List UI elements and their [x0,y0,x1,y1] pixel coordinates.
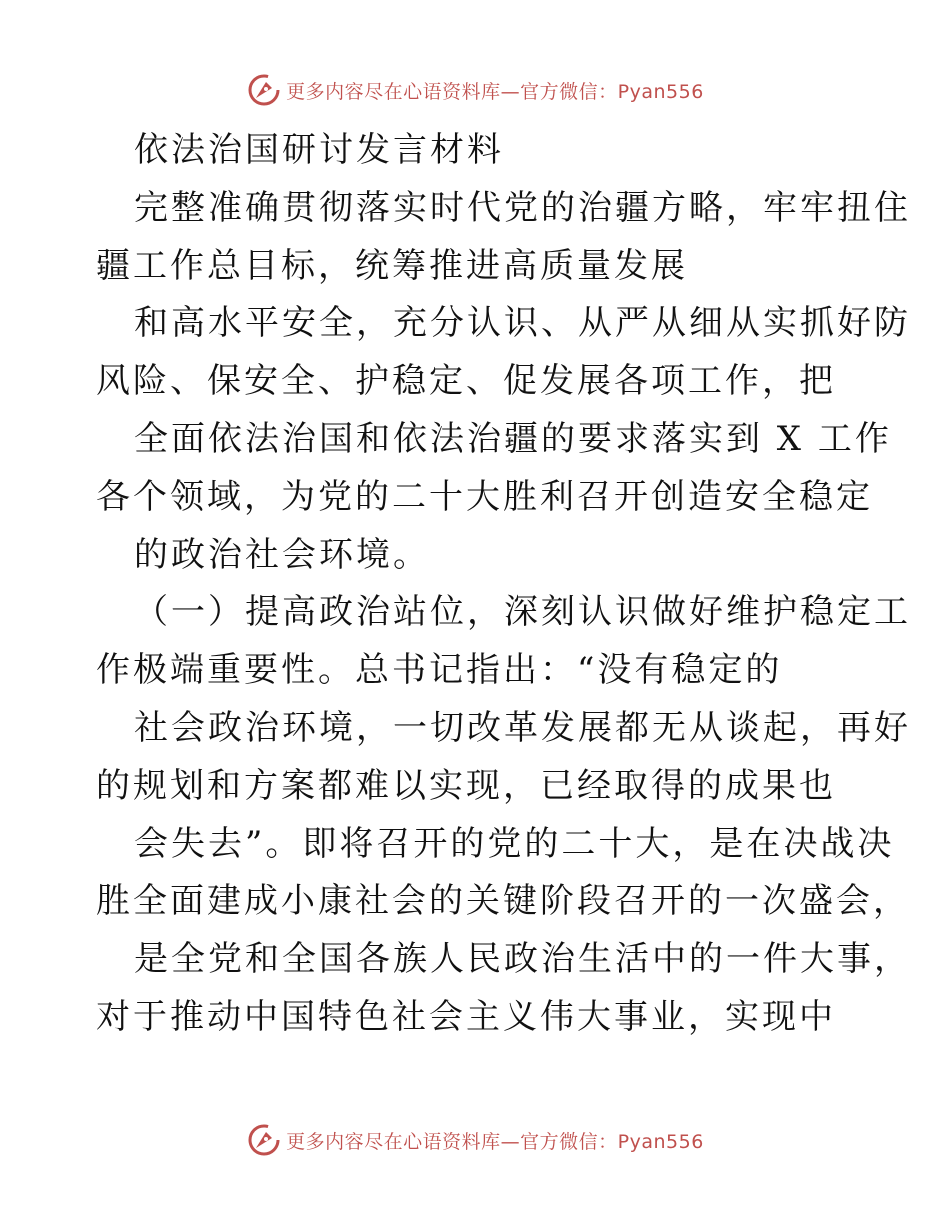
text-line: 全面依法治国和依法治疆的要求落实到 X 工作 [134,418,892,459]
text-line: 和高水平安全，充分认识、从严从细从实抓好防 [134,303,911,344]
text-line: 社会政治环境，一切改革发展都无从谈起，再好 [134,707,911,748]
text-line: 对于推动中国特色社会主义伟大事业，实现中 [96,996,836,1037]
text-line: 作极端重要性。总书记指出：“没有稳定的 [96,650,783,691]
text-line: 风险、保安全、护稳定、促发展各项工作，把 [96,361,836,402]
text-line: 胜全面建成小康社会的关键阶段召开的一次盛会， [96,881,910,922]
text-line: 的规划和方案都难以实现，已经取得的成果也 [96,765,836,806]
text-line: 的政治社会环境。 [134,534,430,575]
text-line: 是全党和全国各族人民政治生活中的一件大事， [134,939,911,980]
document-body [96,122,911,1047]
pen-nib-logo-icon [246,1122,282,1158]
footer-banner-text: 更多内容尽在心语资料库—官方微信：Pyan556 [286,1130,704,1153]
document-title: 依法治国研讨发言材料 [134,130,504,170]
text-line: 疆工作总目标，统筹推进高质量发展 [96,245,688,286]
text-line: 各个领域，为党的二十大胜利召开创造安全稳定 [96,476,873,517]
header-banner [0,70,950,110]
text-line: 完整准确贯彻落实时代党的治疆方略，牢牢扭住 [134,187,911,228]
text-line: 会失去”。即将召开的党的二十大，是在决战决 [134,823,895,864]
section-heading-line: （一）提高政治站位，深刻认识做好维护稳定工 [134,592,911,633]
header-banner-text: 更多内容尽在心语资料库—官方微信：Pyan556 [286,80,704,103]
footer-banner [0,1120,950,1160]
pen-nib-logo-icon [246,72,282,108]
